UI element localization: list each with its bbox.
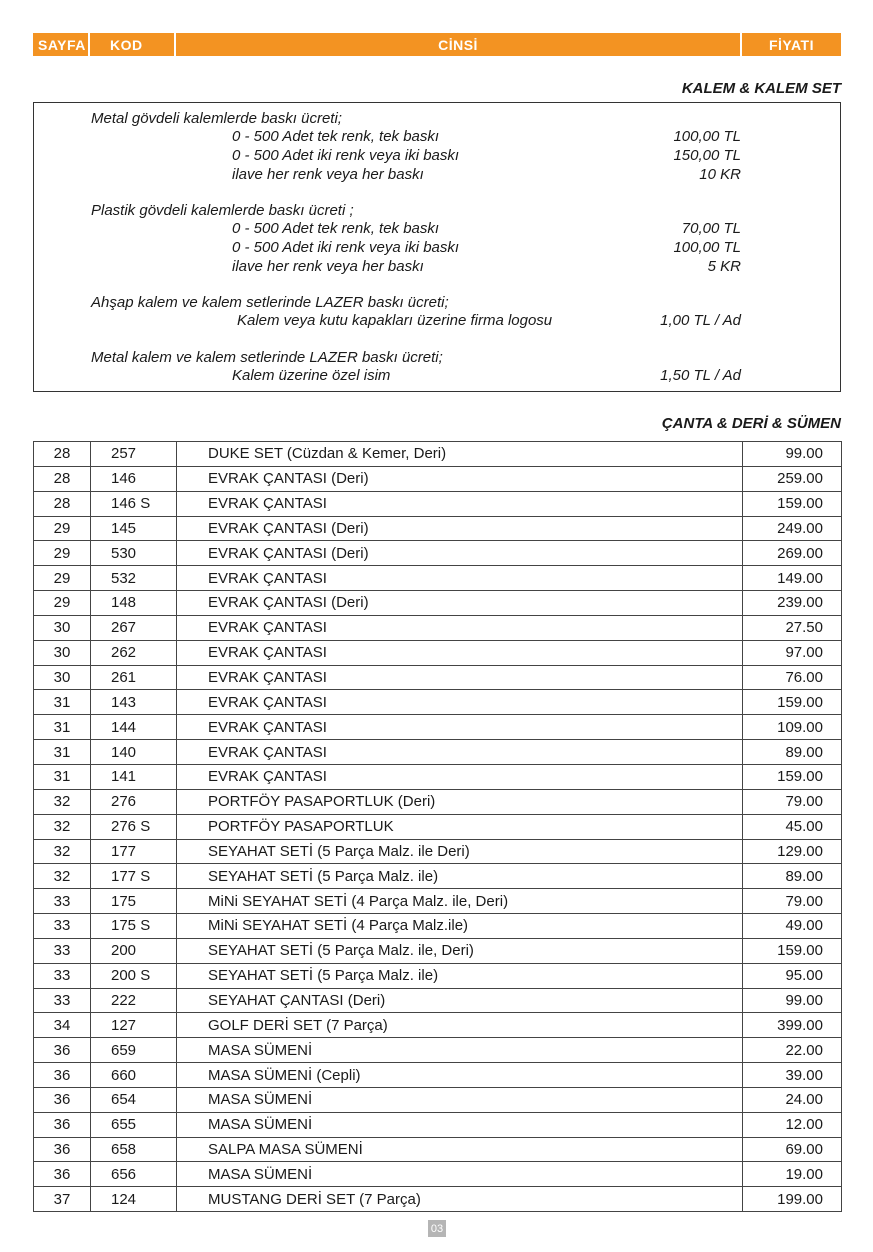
cell-sayfa: 31: [34, 740, 91, 765]
cell-fiyat: 259.00: [743, 466, 842, 491]
cell-sayfa: 33: [34, 963, 91, 988]
table-row: [34, 988, 842, 1013]
cell-fiyat: 97.00: [743, 640, 842, 665]
cell-fiyat: 109.00: [743, 715, 842, 740]
table-row: [34, 1013, 842, 1038]
wood-laser-label: Ahşap kalem ve kalem setlerinde LAZER baskı ücreti;: [91, 294, 449, 311]
metal-print-label: Metal gövdeli kalemlerde baskı ücreti;: [91, 110, 342, 127]
cell-fiyat: 89.00: [743, 864, 842, 889]
product-table-body: [34, 442, 842, 1212]
cell-sayfa: 33: [34, 938, 91, 963]
cell-kod: 532: [91, 566, 177, 591]
cell-cinsi: EVRAK ÇANTASI (Deri): [177, 516, 743, 541]
table-row: [34, 938, 842, 963]
header-sayfa: SAYFA: [33, 33, 90, 56]
cell-kod: 261: [91, 665, 177, 690]
cell-kod: 257: [91, 442, 177, 467]
cell-kod: 654: [91, 1087, 177, 1112]
cell-cinsi: SEYAHAT SETİ (5 Parça Malz. ile Deri): [177, 839, 743, 864]
cell-sayfa: 29: [34, 516, 91, 541]
cell-kod: 145: [91, 516, 177, 541]
cell-sayfa: 30: [34, 640, 91, 665]
cell-cinsi: MiNi SEYAHAT SETİ (4 Parça Malz. ile, Deri): [177, 889, 743, 914]
header-cinsi: CİNSİ: [176, 33, 742, 56]
section-title-kalem: KALEM & KALEM SET: [681, 80, 841, 97]
cell-cinsi: PORTFÖY PASAPORTLUK (Deri): [177, 789, 743, 814]
table-row: [34, 1087, 842, 1112]
cell-kod: 175: [91, 889, 177, 914]
cell-fiyat: 249.00: [743, 516, 842, 541]
cell-cinsi: PORTFÖY PASAPORTLUK: [177, 814, 743, 839]
cell-fiyat: 99.00: [743, 988, 842, 1013]
cell-sayfa: 31: [34, 690, 91, 715]
cell-kod: 143: [91, 690, 177, 715]
cell-kod: 140: [91, 740, 177, 765]
table-row: [34, 963, 842, 988]
cell-cinsi: SALPA MASA SÜMENİ: [177, 1137, 743, 1162]
table-row: [34, 1038, 842, 1063]
cell-cinsi: EVRAK ÇANTASI (Deri): [177, 541, 743, 566]
cell-kod: 175 S: [91, 914, 177, 939]
table-row: [34, 1162, 842, 1187]
cell-kod: 146 S: [91, 491, 177, 516]
header-fiyati: FİYATI: [742, 33, 841, 56]
table-row: [34, 1137, 842, 1162]
cell-kod: 127: [91, 1013, 177, 1038]
cell-cinsi: MASA SÜMENİ: [177, 1162, 743, 1187]
page-number: 03: [428, 1220, 446, 1237]
header-kod: KOD: [90, 33, 176, 56]
cell-kod: 530: [91, 541, 177, 566]
cell-sayfa: 30: [34, 615, 91, 640]
cell-sayfa: 29: [34, 566, 91, 591]
cell-fiyat: 239.00: [743, 591, 842, 616]
table-row: [34, 1112, 842, 1137]
cell-kod: 276 S: [91, 814, 177, 839]
metal-print-line-1: 0 - 500 Adet tek renk, tek baskı: [232, 128, 440, 145]
cell-cinsi: SEYAHAT ÇANTASI (Deri): [177, 988, 743, 1013]
cell-sayfa: 34: [34, 1013, 91, 1038]
cell-sayfa: 29: [34, 541, 91, 566]
metal-laser-price-1: 1,50 TL / Ad: [660, 367, 741, 384]
cell-fiyat: 27.50: [743, 615, 842, 640]
cell-fiyat: 159.00: [743, 491, 842, 516]
cell-sayfa: 32: [34, 814, 91, 839]
cell-kod: 144: [91, 715, 177, 740]
table-row: [34, 1187, 842, 1212]
cell-fiyat: 159.00: [743, 690, 842, 715]
cell-cinsi: GOLF DERİ SET (7 Parça): [177, 1013, 743, 1038]
metal-print-price-2: 150,00 TL: [673, 147, 741, 164]
cell-fiyat: 79.00: [743, 789, 842, 814]
cell-cinsi: EVRAK ÇANTASI: [177, 715, 743, 740]
section-title-canta: ÇANTA & DERİ & SÜMEN: [661, 415, 841, 432]
plastic-print-line-2: 0 - 500 Adet iki renk veya iki baskı: [232, 239, 460, 256]
cell-sayfa: 36: [34, 1162, 91, 1187]
table-row: [34, 1063, 842, 1088]
cell-kod: 658: [91, 1137, 177, 1162]
metal-print-price-1: 100,00 TL: [673, 128, 741, 145]
cell-fiyat: 45.00: [743, 814, 842, 839]
cell-fiyat: 24.00: [743, 1087, 842, 1112]
metal-print-price-3: 10 KR: [699, 166, 741, 183]
table-row: [34, 442, 842, 467]
cell-cinsi: MiNi SEYAHAT SETİ (4 Parça Malz.ile): [177, 914, 743, 939]
cell-cinsi: MASA SÜMENİ (Cepli): [177, 1063, 743, 1088]
cell-sayfa: 30: [34, 665, 91, 690]
cell-fiyat: 129.00: [743, 839, 842, 864]
cell-cinsi: EVRAK ÇANTASI (Deri): [177, 591, 743, 616]
cell-fiyat: 99.00: [743, 442, 842, 467]
cell-sayfa: 36: [34, 1063, 91, 1088]
cell-fiyat: 12.00: [743, 1112, 842, 1137]
table-row: [34, 839, 842, 864]
printing-price-box: [33, 102, 841, 392]
cell-fiyat: 399.00: [743, 1013, 842, 1038]
cell-fiyat: 39.00: [743, 1063, 842, 1088]
cell-kod: 148: [91, 591, 177, 616]
cell-sayfa: 31: [34, 715, 91, 740]
table-row: [34, 889, 842, 914]
cell-fiyat: 159.00: [743, 938, 842, 963]
cell-fiyat: 69.00: [743, 1137, 842, 1162]
metal-laser-line-1: Kalem üzerine özel isim: [232, 367, 391, 384]
cell-fiyat: 159.00: [743, 764, 842, 789]
cell-kod: 124: [91, 1187, 177, 1212]
cell-sayfa: 33: [34, 889, 91, 914]
cell-cinsi: EVRAK ÇANTASI: [177, 665, 743, 690]
cell-kod: 656: [91, 1162, 177, 1187]
cell-fiyat: 76.00: [743, 665, 842, 690]
cell-kod: 222: [91, 988, 177, 1013]
cell-sayfa: 31: [34, 764, 91, 789]
table-row: [34, 864, 842, 889]
cell-kod: 660: [91, 1063, 177, 1088]
cell-cinsi: MUSTANG DERİ SET (7 Parça): [177, 1187, 743, 1212]
table-row: [34, 466, 842, 491]
cell-cinsi: DUKE SET (Cüzdan & Kemer, Deri): [177, 442, 743, 467]
cell-cinsi: EVRAK ÇANTASI: [177, 764, 743, 789]
cell-kod: 262: [91, 640, 177, 665]
cell-sayfa: 36: [34, 1112, 91, 1137]
plastic-print-line-1: 0 - 500 Adet tek renk, tek baskı: [232, 220, 440, 237]
cell-fiyat: 22.00: [743, 1038, 842, 1063]
cell-cinsi: EVRAK ÇANTASI: [177, 740, 743, 765]
cell-sayfa: 36: [34, 1038, 91, 1063]
table-row: [34, 591, 842, 616]
table-row: [34, 740, 842, 765]
column-header-bar: [33, 33, 841, 56]
plastic-print-line-3: ilave her renk veya her baskı: [232, 258, 424, 275]
cell-fiyat: 49.00: [743, 914, 842, 939]
metal-print-line-3: ilave her renk veya her baskı: [232, 166, 424, 183]
cell-cinsi: EVRAK ÇANTASI: [177, 690, 743, 715]
cell-sayfa: 36: [34, 1087, 91, 1112]
table-row: [34, 516, 842, 541]
cell-sayfa: 32: [34, 864, 91, 889]
cell-cinsi: EVRAK ÇANTASI: [177, 640, 743, 665]
cell-cinsi: SEYAHAT SETİ (5 Parça Malz. ile): [177, 864, 743, 889]
cell-fiyat: 95.00: [743, 963, 842, 988]
cell-fiyat: 19.00: [743, 1162, 842, 1187]
cell-fiyat: 149.00: [743, 566, 842, 591]
metal-laser-label: Metal kalem ve kalem setlerinde LAZER baskı ücreti;: [91, 349, 443, 366]
metal-print-line-2: 0 - 500 Adet iki renk veya iki baskı: [232, 147, 460, 164]
cell-fiyat: 89.00: [743, 740, 842, 765]
cell-sayfa: 28: [34, 466, 91, 491]
table-row: [34, 491, 842, 516]
table-row: [34, 814, 842, 839]
cell-cinsi: EVRAK ÇANTASI (Deri): [177, 466, 743, 491]
table-row: [34, 640, 842, 665]
plastic-print-price-3: 5 KR: [707, 258, 741, 275]
plastic-print-price-2: 100,00 TL: [673, 239, 741, 256]
table-row: [34, 615, 842, 640]
cell-fiyat: 199.00: [743, 1187, 842, 1212]
cell-kod: 276: [91, 789, 177, 814]
cell-sayfa: 36: [34, 1137, 91, 1162]
cell-sayfa: 28: [34, 442, 91, 467]
product-table-wrap: [33, 441, 841, 1212]
cell-sayfa: 28: [34, 491, 91, 516]
table-row: [34, 914, 842, 939]
table-row: [34, 665, 842, 690]
cell-sayfa: 32: [34, 789, 91, 814]
cell-kod: 146: [91, 466, 177, 491]
cell-cinsi: EVRAK ÇANTASI: [177, 615, 743, 640]
table-row: [34, 715, 842, 740]
wood-laser-price-1: 1,00 TL / Ad: [660, 312, 741, 329]
wood-laser-line-1: Kalem veya kutu kapakları üzerine firma logosu: [237, 312, 553, 329]
cell-kod: 200: [91, 938, 177, 963]
cell-fiyat: 269.00: [743, 541, 842, 566]
product-table: [33, 441, 842, 1212]
cell-sayfa: 33: [34, 988, 91, 1013]
cell-cinsi: MASA SÜMENİ: [177, 1087, 743, 1112]
table-row: [34, 541, 842, 566]
cell-cinsi: SEYAHAT SETİ (5 Parça Malz. ile, Deri): [177, 938, 743, 963]
cell-sayfa: 32: [34, 839, 91, 864]
cell-sayfa: 33: [34, 914, 91, 939]
cell-kod: 177 S: [91, 864, 177, 889]
cell-cinsi: EVRAK ÇANTASI: [177, 566, 743, 591]
cell-sayfa: 37: [34, 1187, 91, 1212]
cell-cinsi: SEYAHAT SETİ (5 Parça Malz. ile): [177, 963, 743, 988]
table-row: [34, 789, 842, 814]
cell-sayfa: 29: [34, 591, 91, 616]
cell-cinsi: MASA SÜMENİ: [177, 1112, 743, 1137]
plastic-print-price-1: 70,00 TL: [681, 220, 741, 237]
table-row: [34, 690, 842, 715]
table-row: [34, 764, 842, 789]
cell-kod: 177: [91, 839, 177, 864]
cell-fiyat: 79.00: [743, 889, 842, 914]
cell-kod: 267: [91, 615, 177, 640]
cell-cinsi: MASA SÜMENİ: [177, 1038, 743, 1063]
cell-kod: 655: [91, 1112, 177, 1137]
cell-cinsi: EVRAK ÇANTASI: [177, 491, 743, 516]
table-row: [34, 566, 842, 591]
cell-kod: 659: [91, 1038, 177, 1063]
plastic-print-label: Plastik gövdeli kalemlerde baskı ücreti ;: [91, 202, 354, 219]
cell-kod: 200 S: [91, 963, 177, 988]
cell-kod: 141: [91, 764, 177, 789]
